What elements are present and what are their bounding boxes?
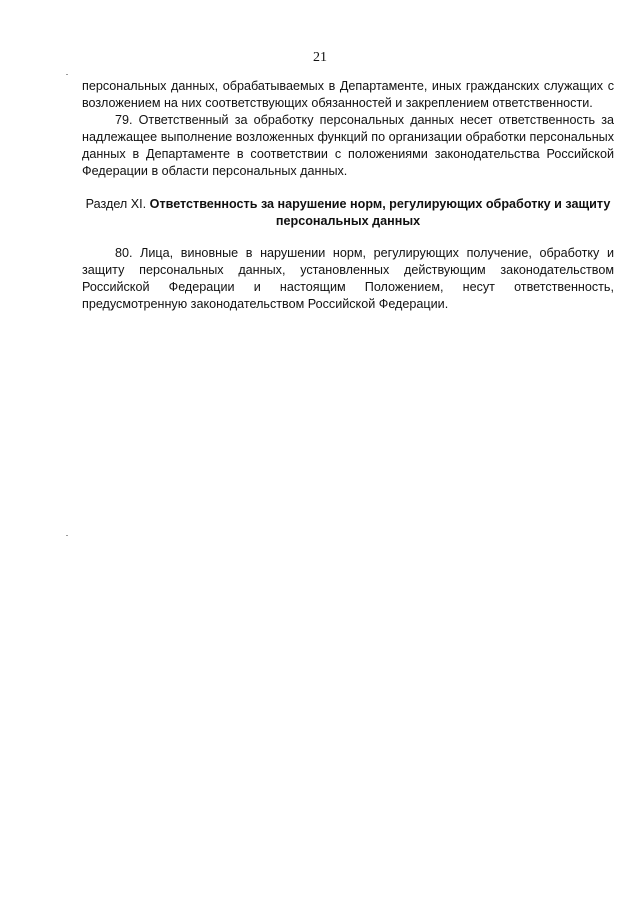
section-prefix: Раздел XI.	[85, 197, 150, 211]
page-number: 21	[313, 50, 327, 65]
section-title: Ответственность за нарушение норм, регулирующих обработку и защиту персональных данных	[149, 197, 611, 228]
paragraph-continuation: персональных данных, обрабатываемых в Департаменте, иных гражданских служащих с возложением на них соответствующих обязанностей и закреплением ответственности.	[82, 79, 614, 110]
section-heading	[82, 196, 614, 230]
document-body	[82, 78, 614, 313]
scan-mark	[66, 74, 68, 75]
paragraph-80: 80. Лица, виновные в нарушении норм, регулирующих получение, обработку и защиту персональных данных, установленных действующим законодательством Российской Федерации и настоящим Положением, несут ответственность, предусмотренную законодательством Российской Федерации.	[82, 246, 614, 311]
paragraph-79: 79. Ответственный за обработку персональных данных несет ответственность за надлежащее выполнение возложенных функций по организации обработки персональных данных в Департаменте в соответствии с положениями законодательства Российской Федерации в области персональных данных.	[82, 113, 614, 178]
scan-mark	[66, 535, 68, 536]
